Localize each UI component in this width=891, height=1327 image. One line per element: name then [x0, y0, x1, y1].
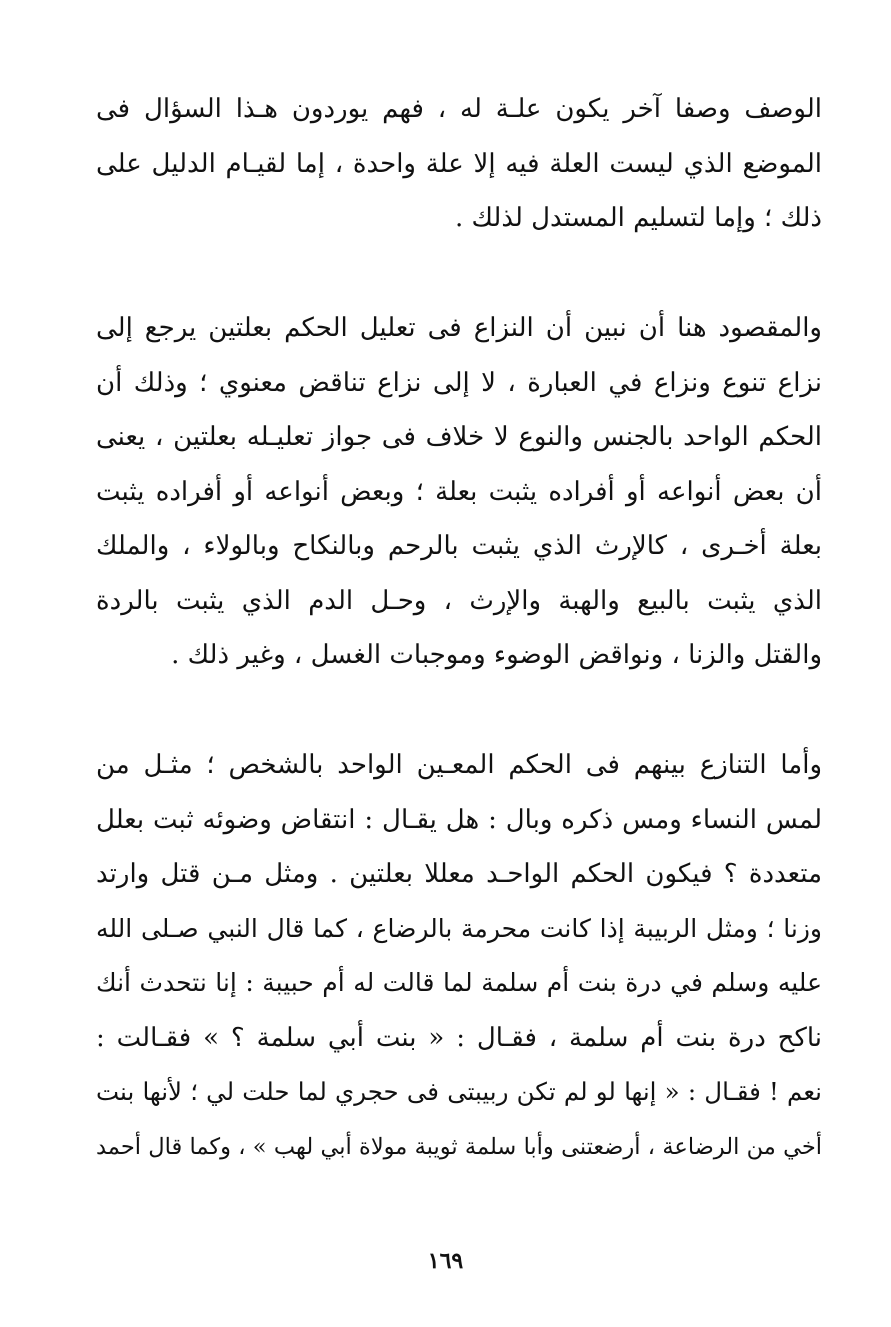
- paragraph-2: [96, 301, 822, 683]
- text-line: والمقصود هنا أن نبين أن النزاع فى تعليل الحكم بعلتين يرجع إلى: [96, 313, 822, 343]
- text-line: وزنا ؛ ومثل الربيبة إذا كانت محرمة بالرضاع ، كما قال النبي صـلى الله: [96, 913, 822, 943]
- text-line: وأما التنازع بينهم فى الحكم المعـين الواحد بالشخص ؛ مثـل من: [96, 750, 822, 780]
- text-line: الموضع الذي ليست العلة فيه إلا علة واحدة ، إما لقيـام الدليل على: [96, 148, 822, 179]
- text-line: نزاع تنوع ونزاع في العبارة ، لا إلى نزاع تناقض معنوي ؛ وذلك أن: [96, 367, 822, 398]
- text-line: متعددة ؟ فيكون الحكم الواحـد معللا بعلتين . ومثل مـن قتل وارتد: [96, 859, 822, 889]
- paragraph-3: [96, 738, 822, 1174]
- text-line: الحكم الواحد بالجنس والنوع لا خلاف فى جواز تعليـله بعلتين ، يعنى: [96, 422, 822, 452]
- text-line: ذلك ؛ وإما لتسليم المستدل لذلك .: [454, 203, 822, 233]
- text-line: بعلة أخـرى ، كالإرث الذي يثبت بالرحم وبالنكاح وبالولاء ، والملك: [96, 531, 822, 561]
- text-line: نعم ! فقـال : « إنها لو لم تكن ربيبتى فى حجري لما حلت لي ؛ لأنها بنت: [96, 1077, 822, 1106]
- text-line: ناكح درة بنت أم سلمة ، فقـال : « بنت أبي سلمة ؟ » فقـالت :: [96, 1022, 822, 1053]
- text-line: الذي يثبت بالبيع والهبة والإرث ، وحـل الدم الذي يثبت بالردة: [96, 585, 822, 616]
- paragraph-1: [96, 82, 822, 246]
- page-number: ١٦٩: [427, 1248, 464, 1274]
- text-line: والقتل والزنا ، ونواقض الوضوء وموجبات الغسل ، وغير ذلك .: [171, 640, 822, 670]
- text-line: أن بعض أنواعه أو أفراده يثبت بعلة ؛ وبعض أنواعه أو أفراده يثبت: [96, 476, 822, 507]
- text-line: لمس النساء ومس ذكره وبال : هل يقـال : انتقاض وضوئه ثبت بعلل: [96, 804, 822, 835]
- text-line: الوصف وصفا آخر يكون علـة له ، فهم يوردون هـذا السؤال فى: [96, 94, 822, 124]
- text-line: عليه وسلم في درة بنت أم سلمة لما قالت له أم حبيبة : إنا نتحدث أنك: [96, 968, 822, 997]
- text-line: أخي من الرضاعة ، أرضعتنى وأبا سلمة ثويبة مولاة أبي لهب » ، وكما قال أحمد: [96, 1133, 822, 1160]
